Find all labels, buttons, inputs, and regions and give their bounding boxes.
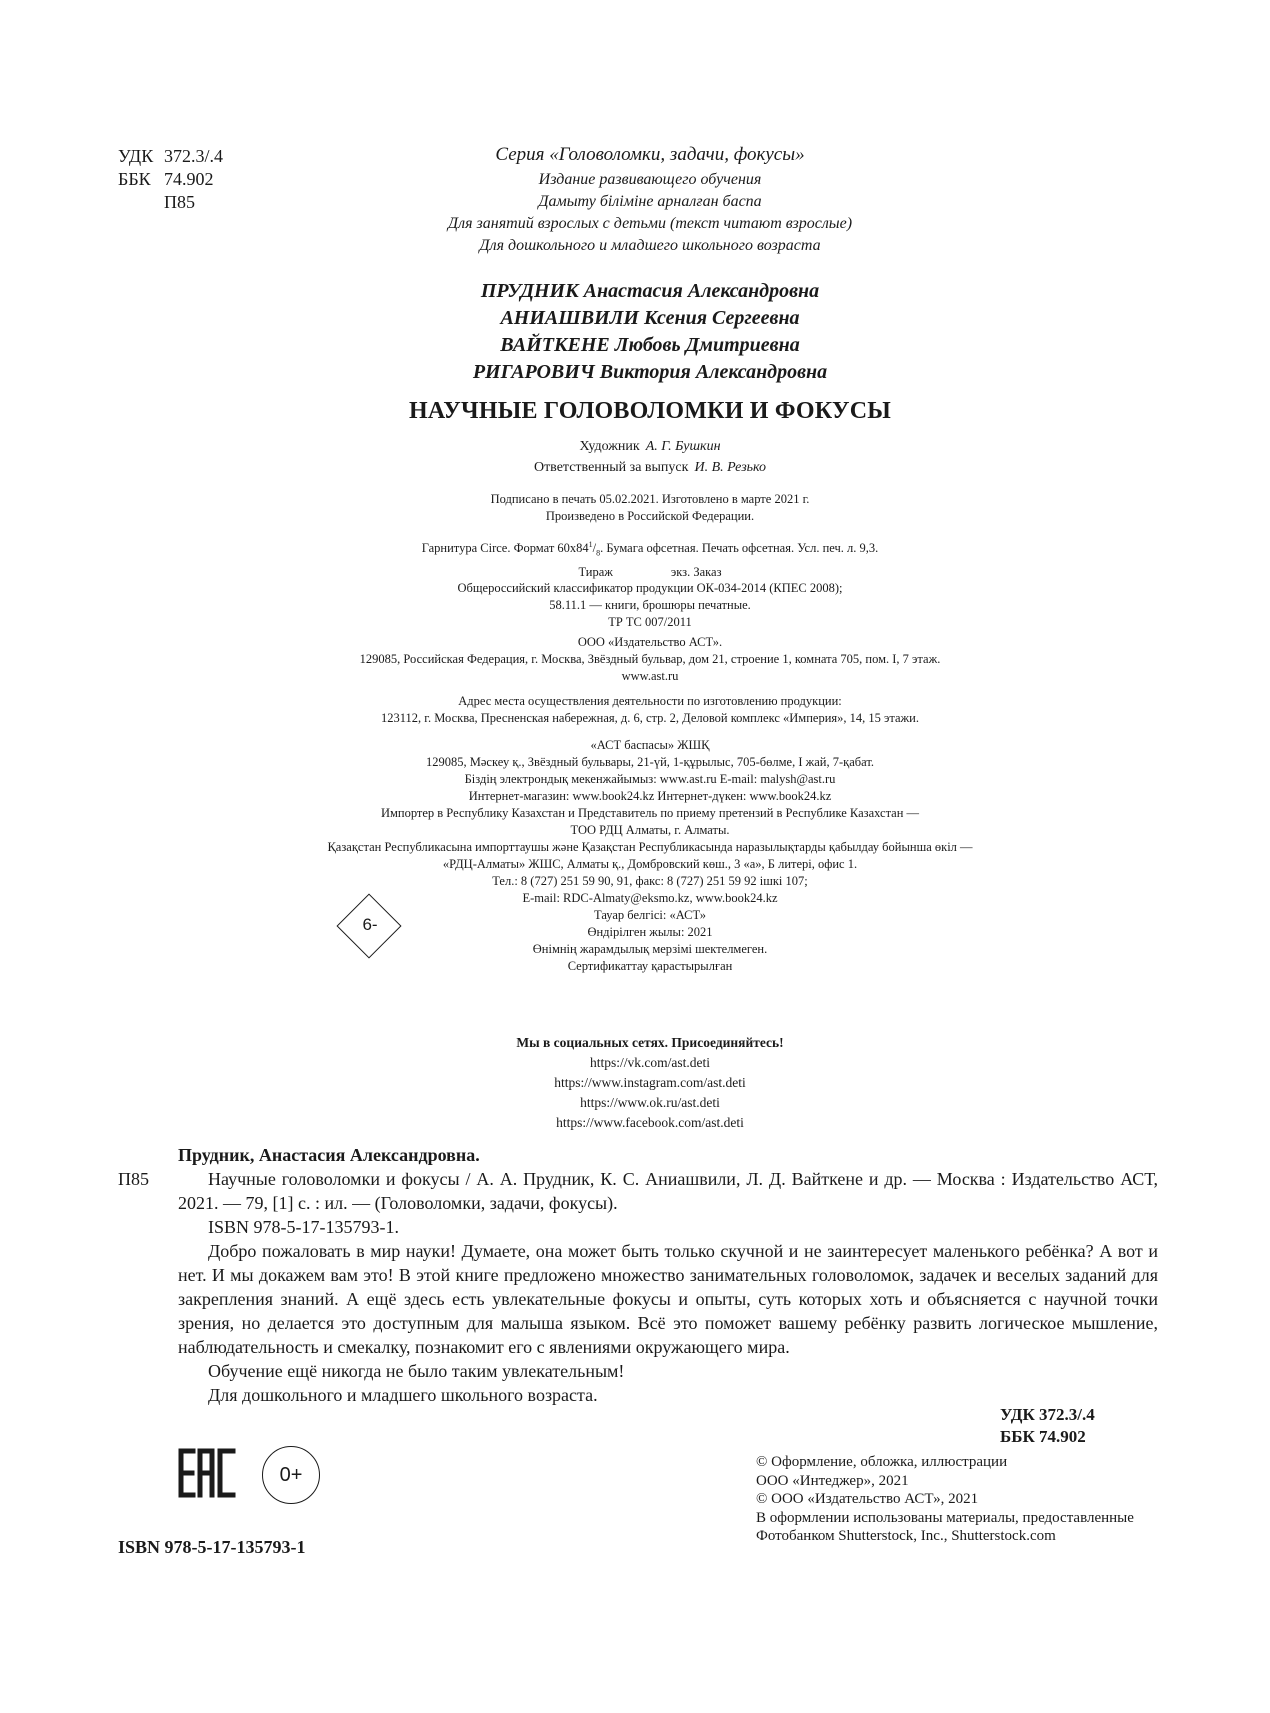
- udk-code-row: [118, 145, 223, 168]
- kz-line: Импортер в Республику Казахстан и Представитель по приему претензий в Республике Казахстан —: [380, 806, 920, 820]
- kz-line: Біздің электрондық мекенжайымыз: www.ast.ru E-mail: malysh@ast.ru: [464, 772, 836, 786]
- code-value: П85: [164, 192, 195, 212]
- kz-line: Интернет-магазин: www.book24.kz Интернет-дүкен: www.book24.kz: [468, 789, 832, 803]
- author-name: Виктория Александровна: [599, 361, 828, 383]
- classifier-line: ТР ТС 007/2011: [608, 615, 692, 629]
- manufacture-line: 123112, г. Москва, Пресненская набережная, д. 6, стр. 2, Деловой комплекс «Империя», 14, 15 этажи.: [380, 711, 919, 725]
- format-fraction-den: 8: [596, 548, 601, 558]
- author-surname: АНИАШВИЛИ: [500, 307, 639, 329]
- tirazh-label: Тираж: [578, 564, 613, 579]
- card-age: Для дошкольного и младшего школьного возраста.: [208, 1385, 598, 1405]
- print-signed: Подписано в печать 05.02.2021. Изготовлено в марте 2021 г.: [490, 492, 810, 506]
- publisher-block: [240, 634, 1060, 685]
- social-link[interactable]: https://vk.com/ast.deti: [590, 1055, 710, 1070]
- kz-line: «АСТ баспасы» ЖШҚ: [590, 738, 710, 752]
- publisher-line: 129085, Российская Федерация, г. Москва, Звёздный бульвар, дом 21, строение 1, комната 705, пом. I, 7 этаж.: [359, 652, 941, 666]
- staff-name: А. Г. Бушкин: [645, 439, 721, 454]
- order-label: экз. Заказ: [670, 564, 722, 579]
- classification-codes: [118, 145, 223, 214]
- age-circle-icon: 0+: [262, 1446, 320, 1504]
- author-name: Анастасия Александровна: [583, 280, 820, 302]
- series-line: Издание развивающего обучения: [538, 171, 762, 188]
- author-line: [340, 332, 960, 359]
- print-format: Гарнитура Circe. Формат $60x84^1/_8$. Бумага офсетная. Печать офсетная. Усл. печ. л. 9,3.: [421, 540, 879, 558]
- series-line: Дамыту біліміне арналған баспа: [538, 193, 762, 210]
- kz-line: Сертификаттау қарастырылған: [567, 959, 733, 973]
- bbk-code-row: [118, 168, 223, 191]
- series-block: [340, 143, 960, 257]
- author-name: Любовь Дмитриевна: [614, 334, 800, 356]
- kz-line: «РДЦ-Алматы» ЖШС, Алматы қ., Домбровский көш., 3 «а», Б литері, офис 1.: [442, 857, 858, 871]
- author-line: [340, 359, 960, 386]
- authors-list: [340, 278, 960, 386]
- bottom-codes: [1000, 1404, 1095, 1448]
- staff-name: И. В. Резько: [694, 460, 767, 475]
- kz-line: Өнімнің жарамдылық мерзімі шектелмеген.: [532, 942, 768, 956]
- classifier-line: Общероссийский классификатор продукции ОК-034-2014 (КПЕС 2008);: [457, 581, 843, 595]
- card-entry: [118, 1167, 1158, 1407]
- print-signed-block: [240, 491, 1060, 525]
- social-link[interactable]: https://www.ok.ru/ast.deti: [580, 1095, 720, 1110]
- code-value: 372.3/.4: [164, 146, 224, 166]
- print-format-block: [240, 536, 1060, 581]
- format-fraction-num: 1: [588, 540, 593, 549]
- kz-line: Өндірілген жылы: 2021: [587, 925, 713, 939]
- kz-line: Тауар белгісі: «АСТ»: [594, 908, 706, 922]
- classifier-line: 58.11.1 — книги, брошюры печатные.: [549, 598, 751, 612]
- classifier-block: [240, 580, 1060, 631]
- social-link[interactable]: https://www.instagram.com/ast.deti: [554, 1075, 746, 1090]
- card-code: П85: [118, 1169, 149, 1189]
- author-surname: РИГАРОВИЧ: [472, 361, 595, 383]
- eac-conformity-icon: [178, 1448, 238, 1498]
- social-heading: Мы в социальных сетях. Присоединяйтесь!: [516, 1035, 784, 1050]
- series-line: Для дошкольного и младшего школьного возраста: [479, 237, 821, 254]
- author-line: [340, 305, 960, 332]
- kz-line: 129085, Мәскеу қ., Звёздный бульвары, 21-үй, 1-құрылыс, 705-бөлме, I жай, 7-қабат.: [426, 755, 874, 769]
- author-line: [340, 278, 960, 305]
- kz-line: E-mail: RDC-Almaty@eksmo.kz, www.book24.kz: [522, 891, 778, 905]
- copyright-line: ООО «Интеджер», 2021: [756, 1472, 909, 1489]
- book-title: НАУЧНЫЕ ГОЛОВОЛОМКИ И ФОКУСЫ: [408, 398, 892, 424]
- format-text: Гарнитура Circe. Формат 60x84: [421, 541, 589, 556]
- isbn-bottom: ISBN 978-5-17-135793-1: [118, 1537, 306, 1557]
- author-sign-row: [118, 191, 223, 214]
- copyright-line: © Оформление, обложка, иллюстрации: [756, 1454, 1008, 1470]
- kz-line: ТОО РДЦ Алматы, г. Алматы.: [570, 823, 730, 837]
- manufacture-block: [240, 693, 1060, 727]
- card-author: Прудник, Анастасия Александровна.: [178, 1145, 480, 1165]
- social-block: [340, 1033, 960, 1133]
- bottom-bbk: ББК 74.902: [1000, 1427, 1086, 1446]
- author-surname: ВАЙТКЕНЕ: [500, 334, 610, 356]
- manufacture-line: Адрес места осуществления деятельности по изготовлению продукции:: [458, 694, 842, 708]
- staff-label: Ответственный за выпуск: [533, 460, 689, 475]
- format-text: . Бумага офсетная. Печать офсетная. Усл. печ. л. 9,3.: [600, 541, 879, 556]
- code-key: ББК: [118, 169, 151, 189]
- card-slogan: Обучение ещё никогда не было таким увлекательным!: [208, 1361, 625, 1381]
- copyright-line: Фотобанком Shutterstock, Inc., Shutterstock.com: [756, 1528, 1056, 1544]
- card-bibliography: Научные головоломки и фокусы / А. А. Прудник, К. С. Аниашвили, Л. Д. Вайткене и др. — Москва : Издательство АСТ, 2021. — 79, [1] с. : ил. — (Головоломки, задачи, фокусы).: [178, 1169, 1158, 1213]
- kz-line: Қазақстан Республикасына импорттаушы және Қазақстан Республикасында наразылықтарды қабылдау бойынша өкіл —: [327, 840, 973, 854]
- staff-label: Художник: [579, 439, 640, 454]
- author-surname: ПРУДНИК: [480, 280, 579, 302]
- code-key: УДК: [118, 146, 154, 166]
- bottom-udk: УДК 372.3/.4: [1000, 1405, 1095, 1424]
- card-isbn: ISBN 978-5-17-135793-1.: [208, 1217, 399, 1237]
- staff-block: [400, 436, 900, 478]
- print-produced: Произведено в Российской Федерации.: [545, 509, 755, 523]
- code-value: 74.902: [164, 169, 214, 189]
- social-link[interactable]: https://www.facebook.com/ast.deti: [556, 1115, 744, 1130]
- copyright-line: В оформлении использованы материалы, предоставленные: [756, 1509, 1134, 1526]
- series-title: Серия «Головоломки, задачи, фокусы»: [495, 144, 805, 165]
- print-run: [240, 564, 1060, 581]
- card-annotation: Добро пожаловать в мир науки! Думаете, она может быть только скучной и не заинтересует маленького ребёнка? А вот и нет. И мы докажем вам это! В этой книге предложено множество занимательных головоломок, задачек и веселых заданий для закрепления знаний. А ещё здесь есть увлекательные фокусы и опыты, суть которых хоть и объясняется с научной точки зрения, но делается это доступным для малыша языком. Всё это поможет вашему ребёнку развить логическое мышление, наблюдательность и смекалку, познакомит его с явлениями окружающего мира.: [178, 1241, 1158, 1357]
- publisher-line: ООО «Издательство АСТ».: [577, 635, 723, 649]
- kz-line: Тел.: 8 (727) 251 59 90, 91, факс: 8 (727) 251 59 92 ішкі 107;: [492, 874, 808, 888]
- staff-line: [400, 457, 900, 478]
- staff-line: [400, 436, 900, 457]
- author-name: Ксения Сергеевна: [643, 307, 800, 329]
- publisher-line: www.ast.ru: [621, 669, 679, 683]
- series-line: Для занятий взрослых с детьми (текст читают взрослые): [447, 215, 853, 232]
- catalog-card: [118, 1143, 1158, 1407]
- age-diamond-label: 6-: [362, 915, 378, 934]
- copyright-block: [756, 1453, 1134, 1546]
- copyright-line: © ООО «Издательство АСТ», 2021: [756, 1491, 979, 1507]
